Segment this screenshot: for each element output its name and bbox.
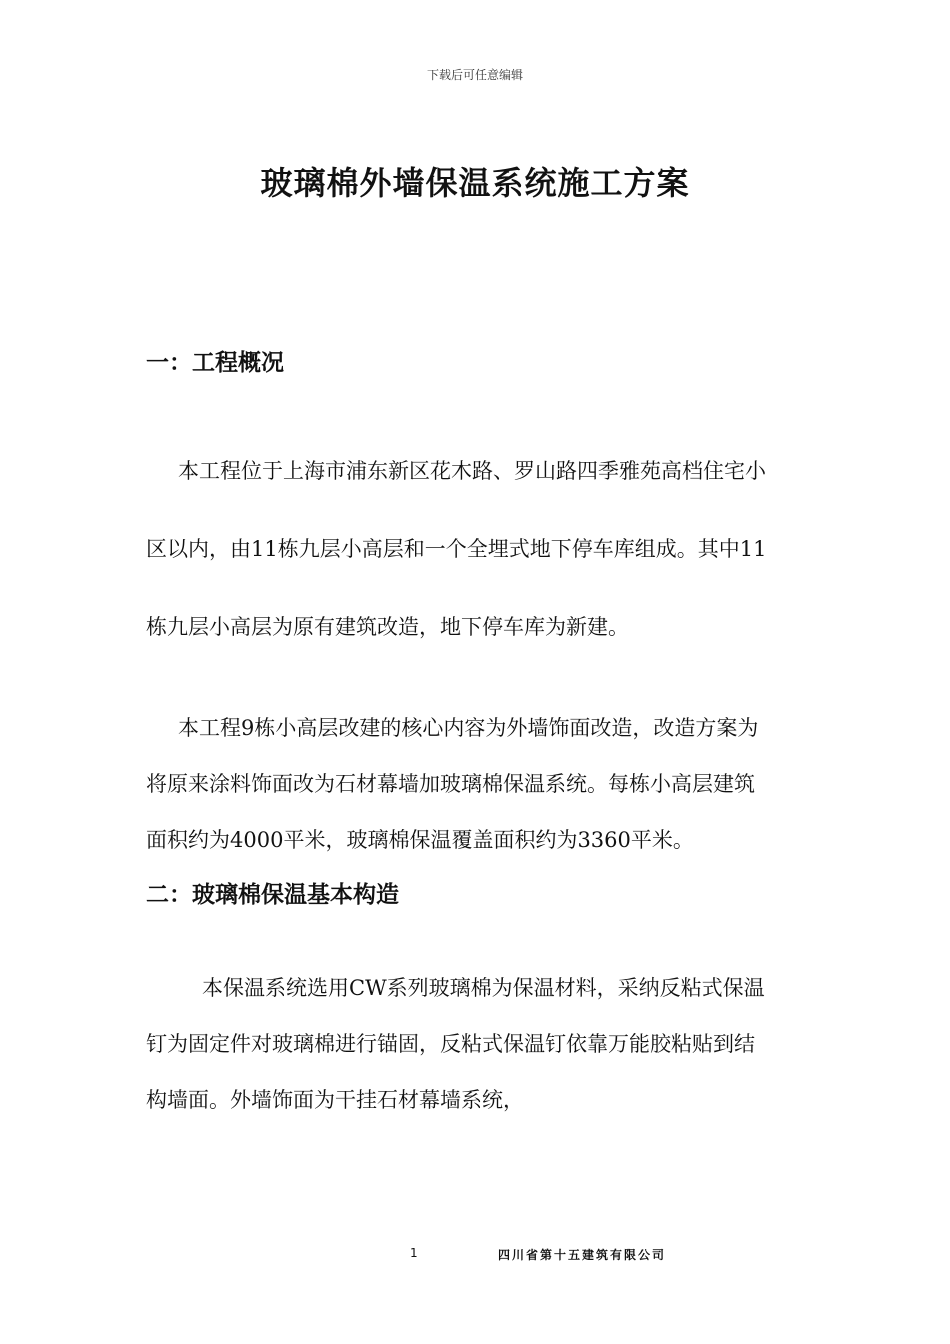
paragraph-line: 本保温系统选用CW系列玻璃棉为保温材料，采纳反粘式保温 — [202, 976, 765, 1000]
paragraph-structure-1 — [146, 960, 806, 1128]
paragraph-line: 栋九层小高层为原有建筑改造，地下停车库为新建。 — [146, 615, 629, 639]
paragraph-line: 面积约为4000平米，玻璃棉保温覆盖面积约为3360平米。 — [146, 828, 694, 852]
section-heading-overview: 一：工程概况 — [146, 350, 284, 376]
paragraph-line: 区以内，由11栋九层小高层和一个全埋式地下停车库组成。其中11 — [146, 537, 767, 561]
paragraph-overview-1 — [146, 432, 806, 666]
paragraph-line: 本工程位于上海市浦东新区花木路、罗山路四季雅苑高档住宅小 — [178, 459, 766, 483]
paragraph-line: 构墙面。外墙饰面为干挂石材幕墙系统， — [146, 1088, 524, 1112]
paragraph-overview-2 — [146, 700, 806, 868]
footer-company-name: 四川省第十五建筑有限公司 — [498, 1248, 667, 1262]
paragraph-line: 钉为固定件对玻璃棉进行锚固，反粘式保温钉依靠万能胶粘贴到结 — [146, 1032, 755, 1056]
page-header-note: 下载后可任意编辑 — [426, 68, 523, 82]
paragraph-line: 将原来涂料饰面改为石材幕墙加玻璃棉保温系统。每栋小高层建筑 — [146, 772, 755, 796]
document-title: 玻璃棉外墙保温系统施工方案 — [260, 164, 690, 202]
page-footer — [0, 1246, 950, 1266]
section-heading-structure: 二：玻璃棉保温基本构造 — [146, 882, 399, 908]
page-number: 1 — [410, 1246, 418, 1260]
paragraph-line: 本工程9栋小高层改建的核心内容为外墙饰面改造，改造方案为 — [178, 716, 759, 740]
